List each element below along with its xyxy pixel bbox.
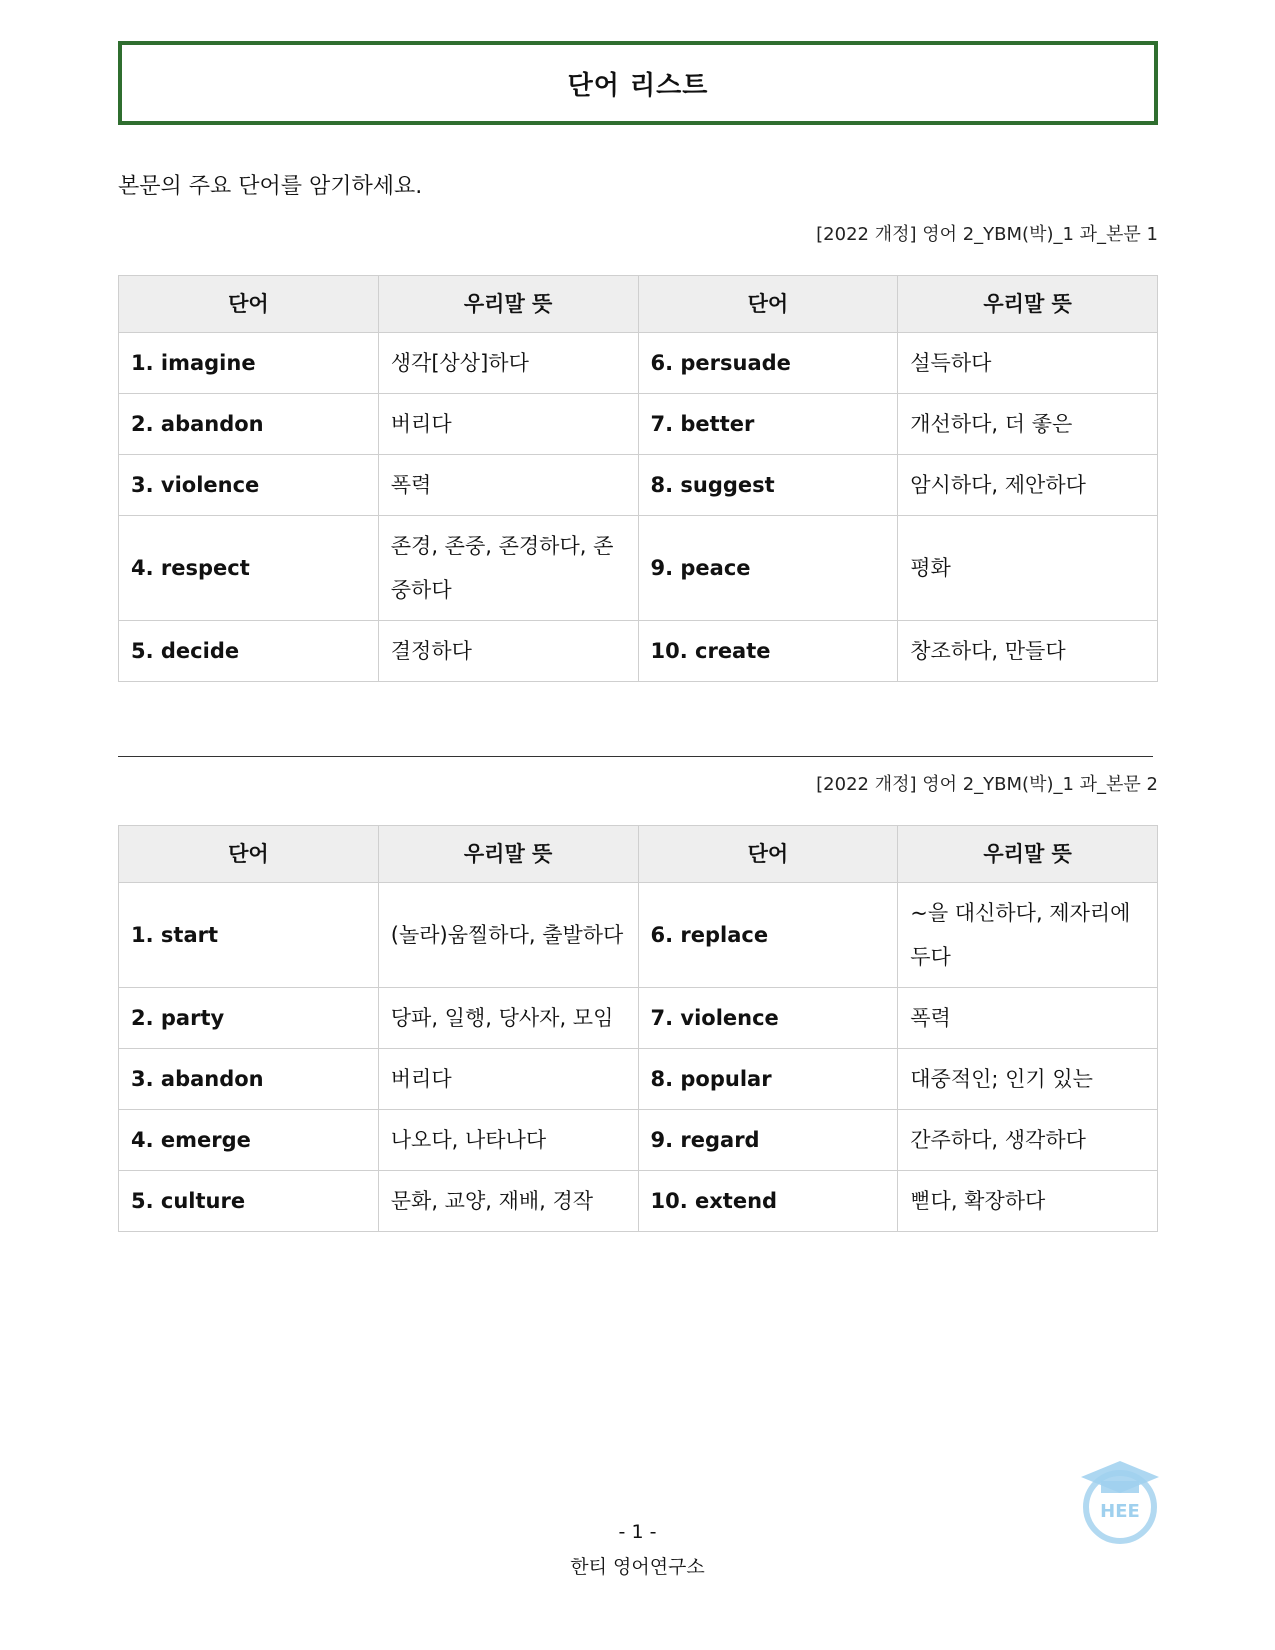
table-row [119,455,1158,516]
word-cell: 1. start [119,883,379,988]
header-word: 단어 [638,826,898,883]
meaning-cell: 평화 [898,516,1158,621]
meaning-cell: (놀라)움찔하다, 출발하다 [378,883,638,988]
section-1-source: [2022 개정] 영어 2_YBM(박)_1 과_본문 1 [816,224,1158,245]
table-row [119,883,1158,988]
header-meaning: 우리말 뜻 [898,826,1158,883]
header-word: 단어 [638,276,898,333]
meaning-cell: 버리다 [378,1049,638,1110]
word-cell: 6. replace [638,883,898,988]
meaning-cell: 폭력 [378,455,638,516]
meaning-cell: 존경, 존중, 존경하다, 존중하다 [378,516,638,621]
header-word: 단어 [119,826,379,883]
meaning-cell: 버리다 [378,394,638,455]
meaning-cell: 결정하다 [378,621,638,682]
word-cell: 4. respect [119,516,379,621]
word-cell: 6. persuade [638,333,898,394]
word-cell: 2. party [119,988,379,1049]
page-title: 단어 리스트 [567,70,709,101]
header-word: 단어 [119,276,379,333]
word-cell: 7. better [638,394,898,455]
word-cell: 4. emerge [119,1110,379,1171]
table-row [119,621,1158,682]
meaning-cell: 당파, 일행, 당사자, 모임 [378,988,638,1049]
word-cell: 5. decide [119,621,379,682]
word-cell: 9. peace [638,516,898,621]
table-row [119,1049,1158,1110]
header-meaning: 우리말 뜻 [898,276,1158,333]
vocab-table-2 [118,825,1158,1232]
table-header-row [119,826,1158,883]
footer-text: 한티 영어연구소 [570,1556,705,1578]
meaning-cell: ~을 대신하다, 제자리에 두다 [898,883,1158,988]
meaning-cell: 암시하다, 제안하다 [898,455,1158,516]
meaning-cell: 폭력 [898,988,1158,1049]
word-cell: 10. create [638,621,898,682]
title-box [118,41,1158,125]
meaning-cell: 창조하다, 만들다 [898,621,1158,682]
header-meaning: 우리말 뜻 [378,826,638,883]
instruction-text: 본문의 주요 단어를 암기하세요. [118,174,423,199]
table-row [119,988,1158,1049]
meaning-cell: 문화, 교양, 재배, 경작 [378,1171,638,1232]
meaning-cell: 뻗다, 확장하다 [898,1171,1158,1232]
table-row [119,1110,1158,1171]
section-divider [118,756,1153,757]
svg-text:HEE: HEE [1100,1501,1140,1522]
table-row [119,516,1158,621]
table-header-row [119,276,1158,333]
page-number: - 1 - [618,1521,657,1543]
word-cell: 3. violence [119,455,379,516]
table-row [119,1171,1158,1232]
meaning-cell: 간주하다, 생각하다 [898,1110,1158,1171]
header-meaning: 우리말 뜻 [378,276,638,333]
meaning-cell: 생각[상상]하다 [378,333,638,394]
word-cell: 1. imagine [119,333,379,394]
table-row [119,333,1158,394]
word-cell: 10. extend [638,1171,898,1232]
section-2-source: [2022 개정] 영어 2_YBM(박)_1 과_본문 2 [816,774,1158,795]
word-cell: 7. violence [638,988,898,1049]
meaning-cell: 대중적인; 인기 있는 [898,1049,1158,1110]
word-cell: 3. abandon [119,1049,379,1110]
word-cell: 8. suggest [638,455,898,516]
word-cell: 2. abandon [119,394,379,455]
word-cell: 8. popular [638,1049,898,1110]
word-cell: 9. regard [638,1110,898,1171]
meaning-cell: 개선하다, 더 좋은 [898,394,1158,455]
meaning-cell: 설득하다 [898,333,1158,394]
table-row [119,394,1158,455]
meaning-cell: 나오다, 나타나다 [378,1110,638,1171]
vocab-table-1 [118,275,1158,682]
word-cell: 5. culture [119,1171,379,1232]
